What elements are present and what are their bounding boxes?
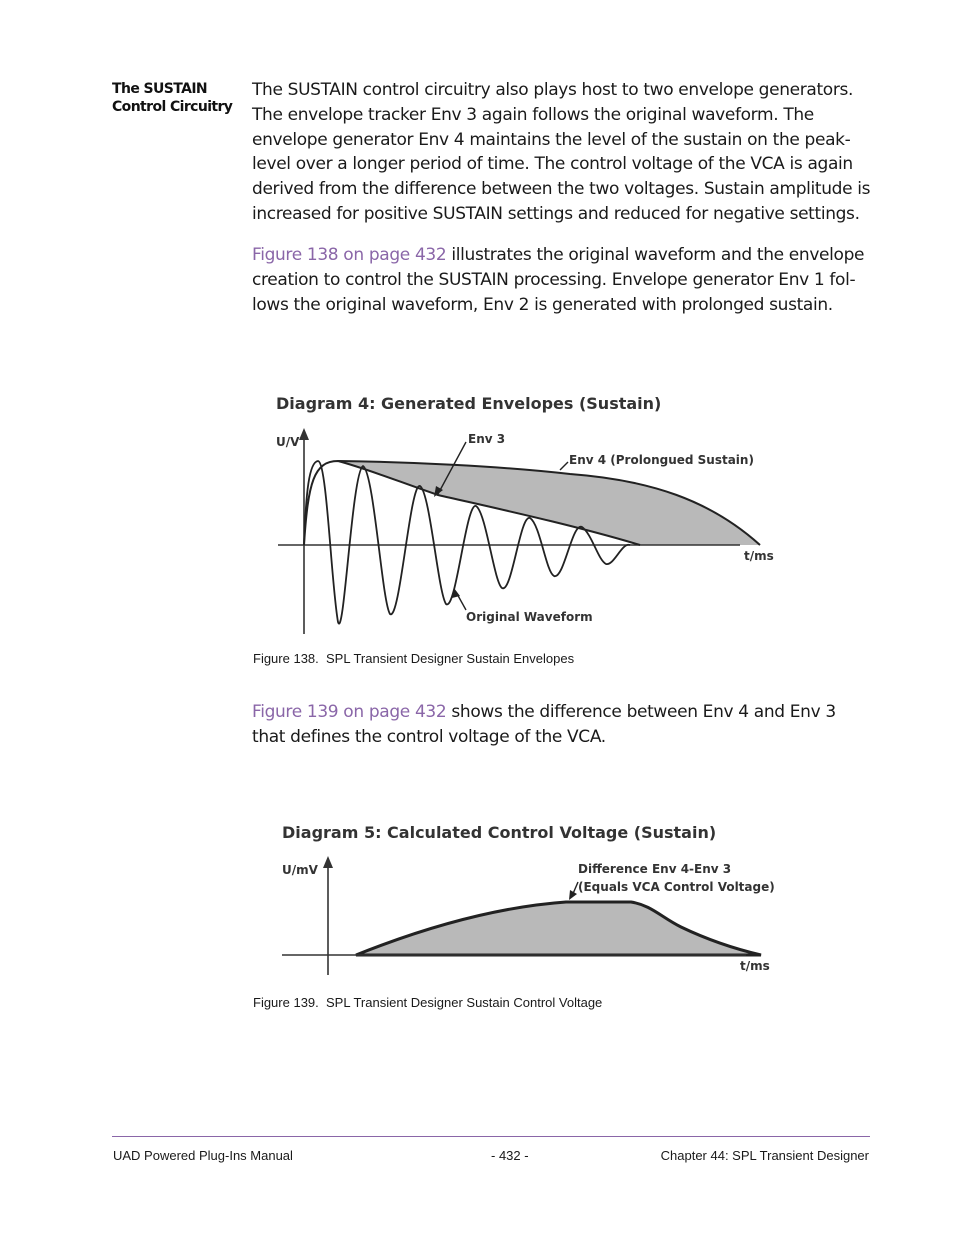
- difference-label-line-1: Difference Env 4-Env 3: [578, 862, 732, 876]
- difference-label-line-2: (Equals VCA Control Voltage): [578, 880, 775, 894]
- y-axis-arrow: [299, 428, 309, 440]
- figure-139-x-label: t/ms: [740, 959, 770, 973]
- paragraph-3: [252, 700, 872, 750]
- figure-138: [270, 382, 790, 644]
- original-waveform-label: Original Waveform: [466, 610, 593, 624]
- figure-139-link[interactable]: Figure 139 on page 432: [252, 702, 447, 722]
- y-axis-arrow: [323, 856, 333, 868]
- figure-138-x-label: t/ms: [744, 549, 774, 563]
- footer-rule: [112, 1136, 870, 1137]
- figure-138-caption: Figure 138. SPL Transient Designer Sustain Envelopes: [253, 651, 575, 666]
- figure-138-title: Diagram 4: Generated Envelopes (Sustain): [276, 394, 662, 413]
- env-3-label: Env 3: [468, 432, 506, 446]
- figure-138-link[interactable]: Figure 138 on page 432: [252, 245, 447, 265]
- figure-139-diagram: [276, 812, 796, 982]
- paragraph-3-text: shows the difference between Env 4 and Env 3 that defines the control voltage of the VCA.: [252, 702, 836, 747]
- env-4-pointer: [560, 462, 568, 470]
- figure-138-diagram: [270, 382, 790, 644]
- figure-139-y-label: U/mV: [282, 863, 318, 877]
- section-heading: [112, 80, 242, 116]
- section-heading-line-2: Control Circuitry: [112, 99, 233, 115]
- paragraph-2: [252, 243, 872, 317]
- figure-139-caption: Figure 139. SPL Transient Designer Sustain Control Voltage: [253, 995, 603, 1010]
- env-4-label: Env 4 (Prolongued Sustain): [569, 453, 754, 467]
- figure-138-y-label: U/V: [276, 435, 300, 449]
- figure-139: [276, 812, 796, 982]
- control-voltage-area: [356, 902, 761, 955]
- section-heading-line-1: The SUSTAIN: [112, 81, 208, 97]
- paragraph-1: The SUSTAIN control circuitry also plays host to two envelope generators. The envelope tracker Env 3 again follows the original waveform. The envelope generator Env 4 maintains the level of the sustain on the peak-level over a longer period of time. The control voltage of the VCA is again derived from the difference between the two voltages. Sustain amplitude is increased for positive SUSTAIN settings and reduced for negative settings.: [252, 80, 871, 224]
- footer-manual-title: UAD Powered Plug-Ins Manual: [113, 1148, 293, 1163]
- footer-page-number: - 432 -: [491, 1148, 529, 1163]
- footer-chapter: Chapter 44: SPL Transient Designer: [660, 1148, 869, 1163]
- paragraph-2-text: illustrates the original waveform and the envelope creation to control the SUSTAIN processing. Envelope generator Env 1 fol-lows the original waveform, Env 2 is generated with prolonged sustain.: [252, 245, 865, 315]
- figure-139-title: Diagram 5: Calculated Control Voltage (Sustain): [282, 823, 717, 842]
